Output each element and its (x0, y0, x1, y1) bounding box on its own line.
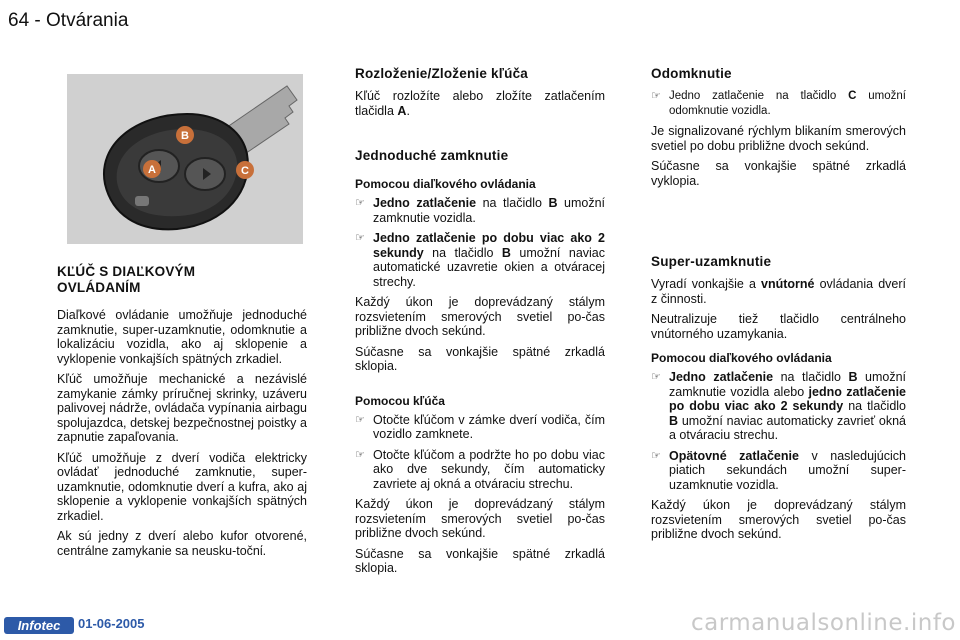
bullet-item (651, 370, 906, 443)
section-title-line1: KĽÚČ S DIAĽKOVÝM (57, 264, 196, 279)
text-run: Otočte kľúčom v zámke dverí vodiča, čím vozidlo zamknete. (373, 412, 605, 441)
paragraph: Je signalizované rýchlym blikaním smerových svetiel po dobu približne dvoch sekúnd. (651, 124, 906, 153)
text-run: Otočte kľúčom a podržte ho po dobu viac ako dve sekundy, čím automaticky zavriete aj okná a otváraciu strechu. (373, 447, 605, 491)
key-ref: B (669, 413, 679, 428)
text-run: Vyradí vonkajšie a (651, 277, 762, 291)
text-bold: Opätovné zatlačenie (669, 448, 799, 463)
text-run: v nasledujúcich piatich sekundách umožní super-uzamknutie vozidla. (669, 448, 906, 492)
pointing-hand-icon: ☞ (651, 370, 661, 383)
paragraph: Ak sú jedny z dverí alebo kufor otvorené, centrálne zamykanie sa neusku-točnί. (57, 529, 307, 558)
section-title-key (57, 264, 307, 296)
remote-key-icon (67, 74, 303, 244)
text-run: umožní zamknutie vozidla. (373, 196, 606, 225)
paragraph: Kľúč umožňuje mechanické a nezávislé zamykanie zámky príručnej skrinky, uzáveru palivovej nádrže, ovládača vypínania airbagu spolujazdca, detskej bezpečnostnej poistky a zapnutie zapaľovania. (57, 372, 307, 444)
subhead-remote: Pomocou diaľkového ovládania (651, 351, 832, 365)
text-run: umožní naviac automatické uzavretie okien a otváracej strechy. (373, 245, 605, 289)
key-ref: B (501, 245, 511, 260)
column-unlock (651, 66, 906, 548)
paragraph: Súčasne sa vonkajšie spätné zrkadlá sklopia. (355, 344, 605, 373)
watermark: carmanualsonline.info (690, 610, 956, 636)
paragraph: Súčasne sa vonkajšie spätné zrkadlá vyklopia. (651, 159, 906, 188)
section-title-unlock: Odomknutie (651, 66, 732, 81)
paragraph: Neutralizuje tiež tlačidlo centrálneho vnútorného uzamykania. (651, 312, 906, 341)
page-title: Otvárania (46, 10, 129, 31)
key-label-c: C (241, 165, 249, 177)
bullet-item (651, 89, 906, 118)
text-run: na tlačidlo (423, 245, 502, 260)
page-header (8, 10, 128, 32)
bullet-item (355, 448, 605, 492)
section-title-simple-lock: Jednoduché zamknutie (355, 148, 509, 163)
pointing-hand-icon: ☞ (355, 196, 365, 209)
text-run: ovládania dverí z činnosti. (651, 277, 906, 306)
text-run: na tlačidlo (843, 399, 906, 413)
key-label-a: A (148, 164, 156, 176)
paragraph: Každý úkon je doprevádzaný stálym rozsvietením smerových svetiel po-čas približne dvoch sekúnd. (651, 498, 906, 541)
text-run: umožní naviac automaticky zavrieť okná a otváraciu strechu. (669, 413, 906, 442)
paragraph: Diaľkové ovládanie umožňuje jednoduché zamknutie, super-uzamknutie, odomknutie a lokalizáciu vozidla, ako aj sklopenie a vyklopenie vonkajších spätných zrkadiel. (57, 308, 307, 366)
pointing-hand-icon: ☞ (355, 412, 365, 426)
footer-date: 01-06-2005 (78, 616, 145, 631)
bullet-item (651, 449, 906, 493)
section-title-line2: OVLÁDANÍM (57, 280, 141, 295)
brand-logo: Infotec (4, 617, 74, 634)
paragraph: Súčasne sa vonkajšie spätné zrkadlá sklopia. (355, 546, 605, 575)
paragraph-fold: Kľúč rozložíte alebo zložíte zatlačením tlačidla A. (355, 89, 605, 118)
pointing-hand-icon: ☞ (651, 89, 661, 102)
bullet-item (355, 231, 605, 289)
paragraph: Kľúč umožňuje z dverí vodiča elektricky ovládať jednoduché zamknutie, super-uzamknutie, odomknutie dverí a kufra, ako aj sklopenie a vyklopenie vonkajších spätných zrkadiel. (57, 450, 307, 523)
pointing-hand-icon: ☞ (355, 447, 365, 461)
pointing-hand-icon: ☞ (355, 231, 365, 244)
text-bold: Jedno zatlačenie (373, 196, 477, 210)
bullet-item (355, 196, 605, 225)
paragraph (651, 277, 906, 306)
key-label-b: B (181, 130, 189, 142)
pointing-hand-icon: ☞ (651, 448, 661, 462)
text-run: na tlačidlo (773, 370, 849, 384)
paragraph: Každý úkon je doprevádzaný stálym rozsvietením smerových svetiel po-čas približne dvoch sekúnd. (355, 295, 605, 338)
column-lock (355, 66, 605, 582)
bullet-item (355, 413, 605, 442)
text-run: umožní odomknutie vozidla. (669, 90, 906, 117)
text-run: Kľúč rozložíte alebo zložíte zatlačením tlačidla (355, 89, 605, 118)
text-bold: jedno zatlačenie po dobu viac ako 2 sekundy (669, 384, 906, 413)
text-run: umožní zamknutie vozidla alebo (669, 370, 907, 399)
key-ref: C (848, 90, 857, 102)
paragraph: Každý úkon je doprevádzaný stálym rozsvietením smerových svetiel po-čas približne dvoch sekúnd. (355, 497, 605, 540)
key-illustration (67, 74, 303, 244)
header-separator: - (34, 10, 41, 31)
section-title-fold: Rozloženie/Zloženie kľúča (355, 66, 528, 81)
text-bold: vnútorné (761, 277, 815, 291)
text-run: Jedno zatlačenie na tlačidlo (669, 90, 849, 102)
column-key-intro (57, 264, 307, 564)
subhead-key: Pomocou kľúča (355, 393, 445, 408)
section-title-super-lock: Super-uzamknutie (651, 254, 772, 269)
key-ref: B (548, 196, 558, 210)
key-ref: B (848, 370, 858, 384)
text-bold: Jedno zatlačenie (669, 370, 774, 384)
page-number: 64 (8, 10, 30, 31)
key-ref: A (397, 103, 407, 118)
subhead-remote: Pomocou diaľkového ovládania (355, 177, 536, 191)
text-bold: Jedno zatlačenie po dobu viac ako 2 sekundy (373, 231, 605, 260)
text-run: na tlačidlo (476, 196, 549, 210)
